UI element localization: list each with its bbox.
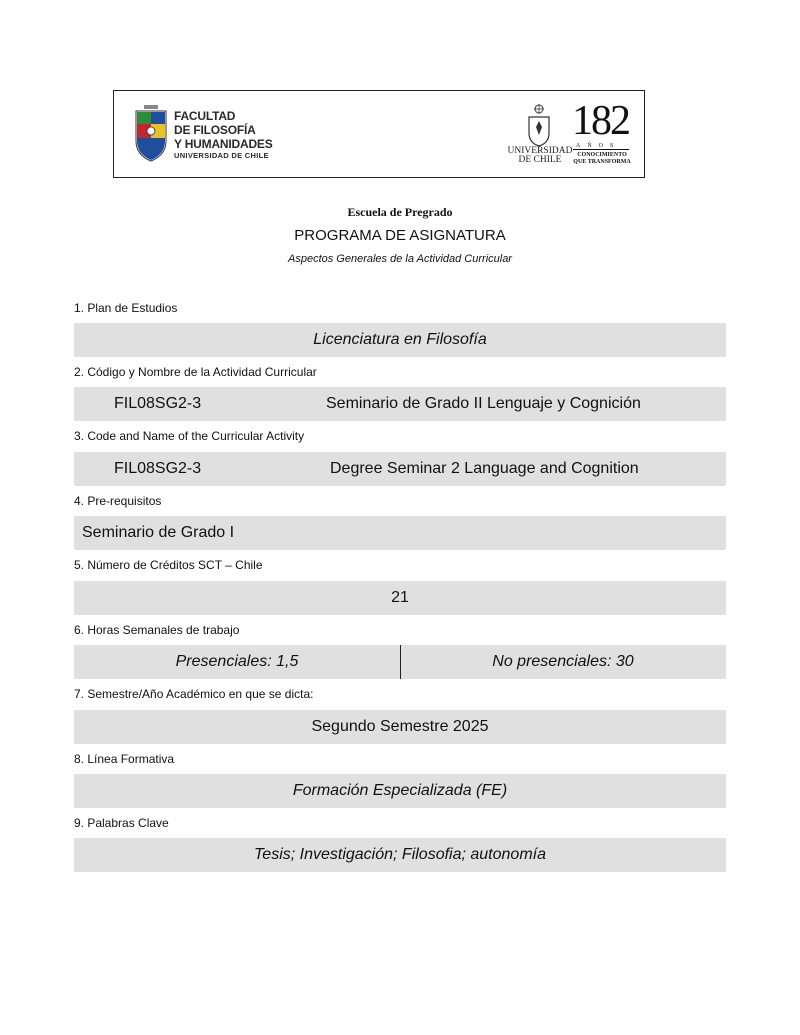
school-name: Escuela de Pregrado: [347, 205, 453, 219]
creditos-label: 5. Número de Créditos SCT – Chile: [74, 558, 263, 572]
linea-field: [74, 774, 726, 808]
codigo-label: 2. Código y Nombre de la Actividad Curricular: [74, 365, 317, 379]
palabras-label: 9. Palabras Clave: [74, 816, 169, 830]
linea-label: 8. Línea Formativa: [74, 752, 175, 766]
header-banner: [113, 90, 645, 178]
creditos-field: [74, 581, 726, 615]
anniversary-rule: [573, 149, 629, 150]
plan-label: 1. Plan de Estudios: [74, 301, 178, 315]
code-en-code: FIL08SG2-3: [114, 460, 202, 477]
prereq-field: [74, 516, 726, 550]
horas-presenciales: Presenciales: 1,5: [175, 653, 299, 670]
faculty-name: [174, 109, 273, 161]
document-subtitle: Aspectos Generales de la Actividad Curricular: [288, 253, 512, 265]
plan-field: [74, 323, 726, 357]
faculty-line-2: DE FILOSOFÍA: [174, 123, 256, 137]
semestre-field: [74, 710, 726, 744]
horas-field: [74, 645, 726, 679]
horas-no-presenciales: No presenciales: 30: [492, 653, 634, 670]
codigo-name: Seminario de Grado II Lenguaje y Cognición: [326, 395, 641, 412]
faculty-line-3: Y HUMANIDADES: [174, 137, 273, 151]
document-title: PROGRAMA DE ASIGNATURA: [294, 227, 506, 244]
prereq-value: Seminario de Grado I: [82, 524, 235, 541]
semestre-label: 7. Semestre/Año Académico en que se dicta:: [74, 687, 314, 701]
codigo-field: [74, 387, 726, 421]
university-line-1: UNIVERSIDAD: [507, 146, 573, 156]
linea-value: Formación Especializada (FE): [292, 782, 508, 799]
palabras-value: Tesis; Investigación; Filosofia; autonomía: [253, 846, 546, 863]
plan-value: Licenciatura en Filosofía: [313, 331, 487, 348]
semestre-value: Segundo Semestre 2025: [311, 718, 489, 735]
slogan-line-1: CONOCIMIENTO: [577, 152, 627, 158]
code-en-label: 3. Code and Name of the Curricular Activity: [74, 429, 305, 443]
faculty-crest-icon: [134, 105, 168, 163]
faculty-line-1: FACULTAD: [174, 109, 236, 123]
horas-label: 6. Horas Semanales de trabajo: [74, 623, 240, 637]
anniversary-number: 182: [572, 98, 629, 144]
code-en-field: [74, 452, 726, 486]
university-crest-icon: [526, 103, 552, 147]
code-en-name: Degree Seminar 2 Language and Cognition: [330, 460, 639, 477]
codigo-code: FIL08SG2-3: [114, 395, 202, 412]
university-line-2: DE CHILE: [518, 155, 562, 165]
creditos-value: 21: [391, 589, 409, 606]
prereq-label: 4. Pre-requisitos: [74, 494, 162, 508]
slogan-line-2: QUE TRANSFORMA: [573, 159, 631, 165]
anniversary-slogan: [573, 152, 631, 166]
university-name: [505, 147, 575, 165]
faculty-university: UNIVERSIDAD DE CHILE: [174, 151, 269, 160]
palabras-field: [74, 838, 726, 872]
anniversary-word: AÑOS: [576, 143, 621, 149]
